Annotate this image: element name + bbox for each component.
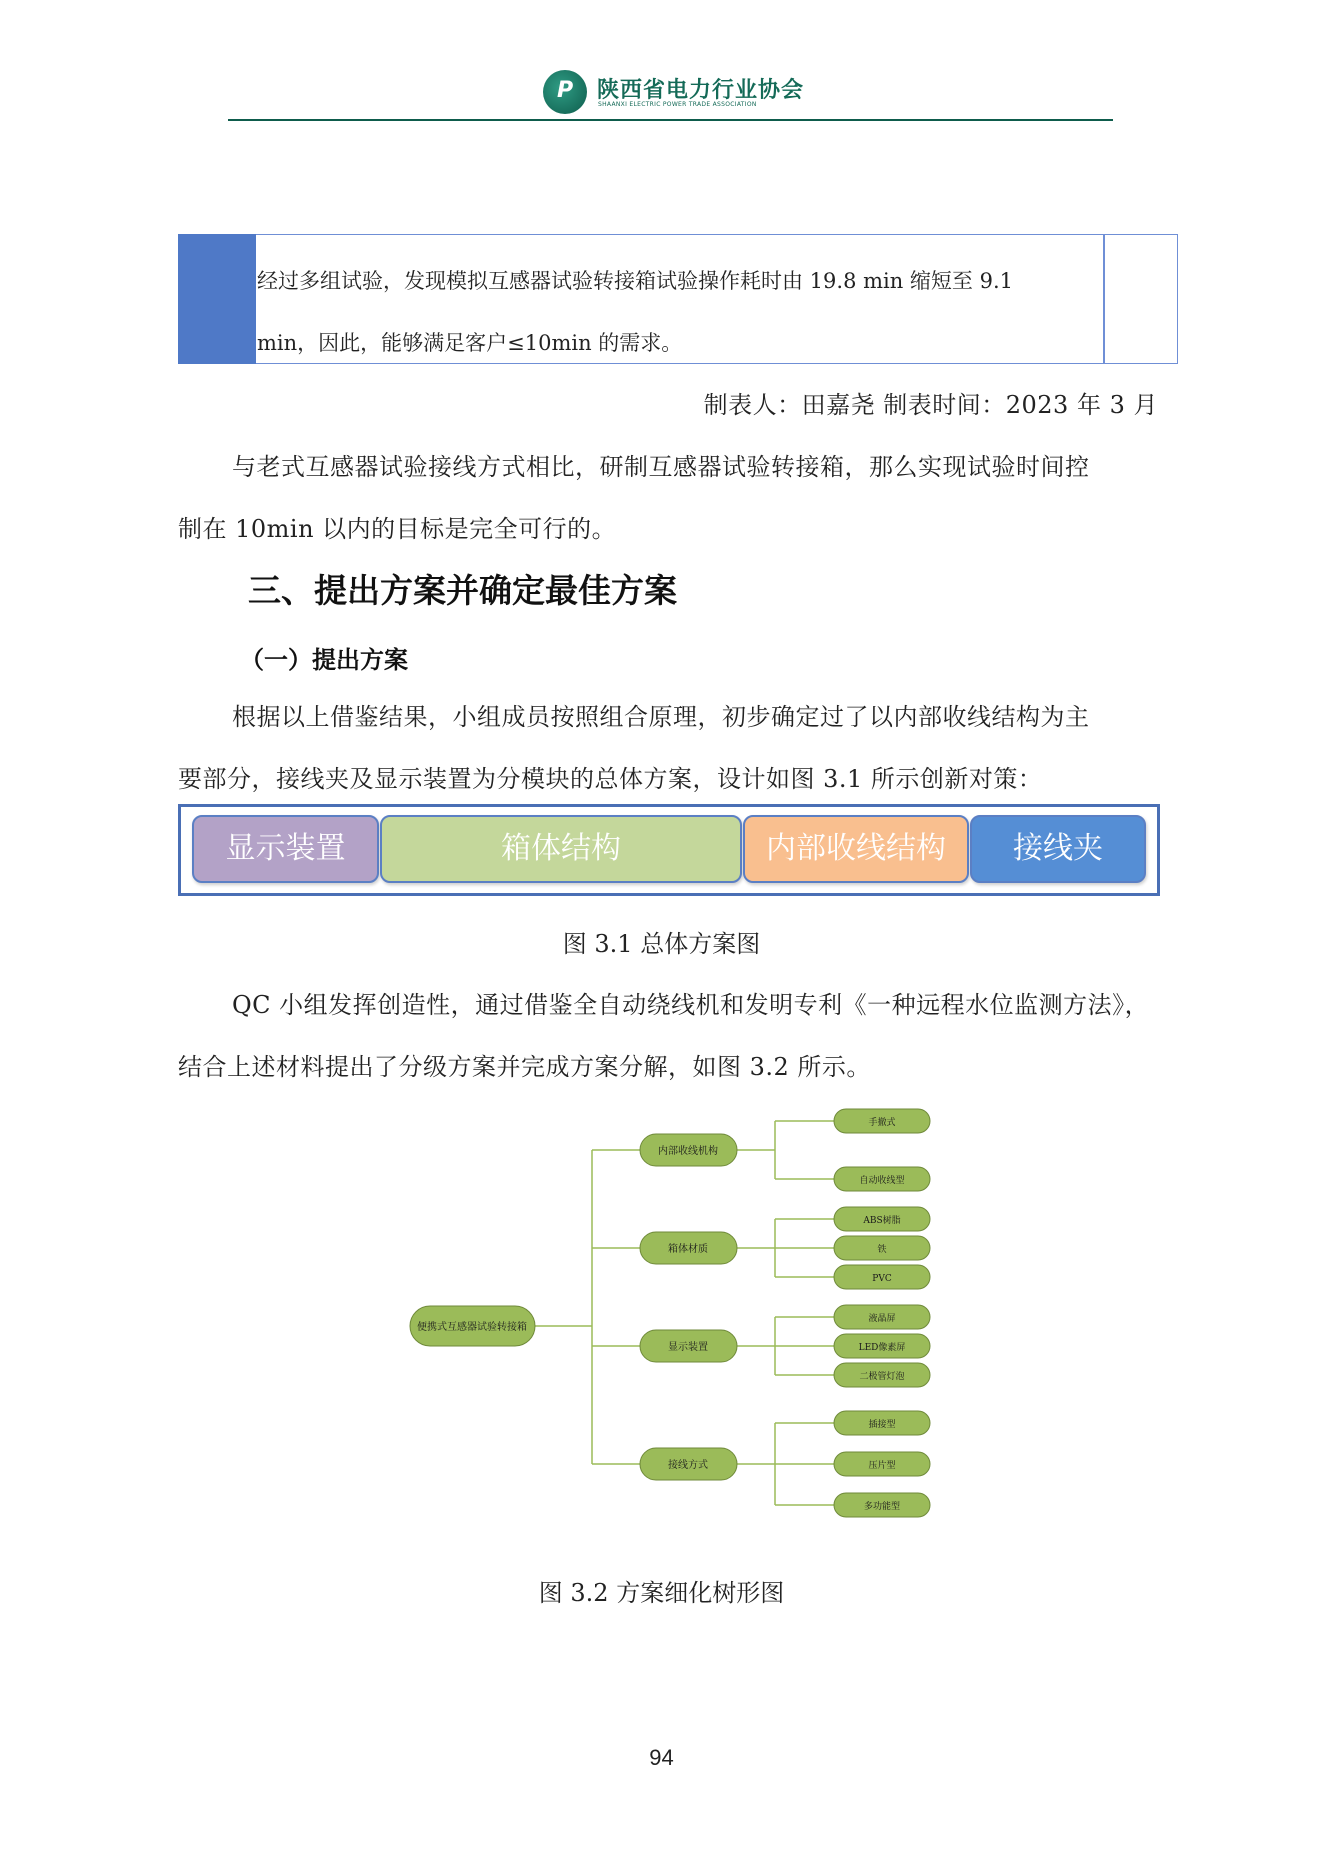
paragraph-1-line1: 与老式互感器试验接线方式相比，研制互感器试验转接箱，那么实现试验时间控 [232,453,1090,481]
tree-leaf-label: 压片型 [868,1461,896,1471]
tree-leaf-label: LED像素屏 [858,1343,906,1353]
org-name-cn: 陕西省电力行业协会 [597,78,805,103]
subsection-heading: （一）提出方案 [240,646,408,674]
tree-leaf-label: ABS树脂 [863,1216,901,1226]
tree-leaf-label: 多功能型 [863,1502,901,1512]
table-note: 制表人：田嘉尧 制表时间：2023 年 3 月 [703,391,1158,419]
page-number: 94 [649,1745,674,1770]
tree-leaf-label: 铁 [877,1245,887,1255]
tree-leaf-label: 自动收线型 [859,1176,905,1186]
figure1-caption: 图 3.1 总体方案图 [562,930,761,958]
result-table-line1: 经过多组试验，发现模拟互感器试验转接箱试验操作耗时由 19.8 min 缩短至 9.1 [257,269,1014,293]
section-heading: 三、提出方案并确定最佳方案 [248,571,677,610]
tree-nodes [410,1109,930,1517]
box-wiring-clip: 接线夹 [970,815,1146,883]
paragraph-1-line2: 制在 10min 以内的目标是完全可行的。 [178,515,617,543]
tree-leaf-label: 插接型 [868,1420,896,1430]
org-name-en: SHAANXI ELECTRIC POWER TRADE ASSOCIATION [598,101,757,108]
paragraph-2-line2: 要部分，接线夹及显示装置为分模块的总体方案，设计如图 3.1 所示创新对策： [178,765,1043,793]
tree-connectors [535,1121,834,1505]
association-logo: P [543,70,587,114]
figure2-caption: 图 3.2 方案细化树形图 [538,1579,785,1607]
tree-branch-label: 箱体材质 [668,1244,708,1255]
tree-leaf-label: 手撤式 [868,1118,896,1128]
paragraph-3-line2: 结合上述材料提出了分级方案并完成方案分解，如图 3.2 所示。 [178,1053,871,1081]
tree-leaf-label: 二极管灯泡 [859,1372,905,1382]
tree-leaf-label: 液晶屏 [868,1314,896,1324]
tree-root-label: 便携式互感器试验转接箱 [417,1322,527,1333]
tree-branch-label: 显示装置 [668,1342,708,1353]
paragraph-2-line1: 根据以上借鉴结果，小组成员按照组合原理，初步确定过了以内部收线结构为主 [232,703,1090,731]
box-inner-winding-structure: 内部收线结构 [743,815,969,883]
box-case-structure: 箱体结构 [380,815,742,883]
paragraph-3-line1: QC 小组发挥创造性，通过借鉴全自动绕线机和发明专利《一种远程水位监测方法》， [232,991,1150,1019]
tree-branch-label: 接线方式 [668,1460,708,1471]
tree-leaf-label: PVC [872,1274,892,1284]
result-table-line2: min，因此，能够满足客户≤10min 的需求。 [257,331,683,355]
tree-branch-label: 内部收线机构 [658,1146,718,1157]
box-display-device: 显示装置 [192,815,379,883]
